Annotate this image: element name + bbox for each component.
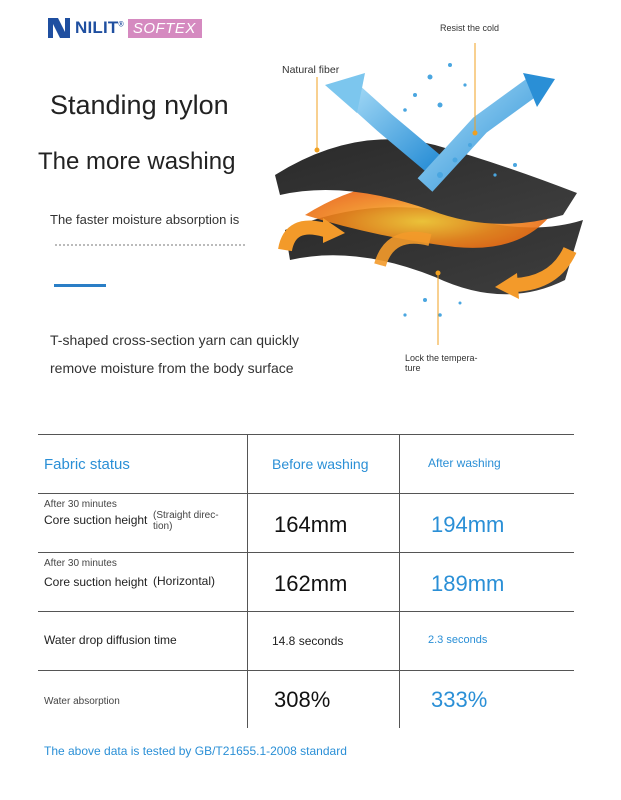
intro-text: The faster moisture absorption is	[50, 212, 240, 227]
brand-logo	[48, 18, 202, 38]
leader-dot	[436, 271, 441, 276]
footnote: The above data is tested by GB/T21655.1-2008 standard	[44, 744, 347, 758]
nilit-logo-icon	[48, 18, 70, 38]
header-fabric-status: Fabric status	[44, 456, 130, 473]
label-resist-cold: Resist the cold	[440, 23, 500, 33]
row-label: Water drop diffusion time	[44, 633, 177, 647]
before-value: 14.8 seconds	[272, 634, 344, 648]
row-prefix: After 30 minutes	[44, 558, 117, 569]
brand-name: NILIT®	[75, 18, 124, 37]
headline: Standing nylon	[50, 90, 229, 120]
subheadline: The more washing	[38, 148, 236, 175]
before-value: 162mm	[274, 571, 348, 596]
truncated-text	[55, 238, 245, 246]
description	[50, 326, 299, 382]
row-note: (Straight direc- tion)	[153, 510, 219, 532]
leader-dot	[315, 148, 320, 153]
row-label: Core suction height	[44, 513, 148, 527]
row-label: Water absorption	[44, 696, 120, 707]
brand-badge: SOFTEX	[128, 19, 202, 38]
before-value: 164mm	[274, 512, 348, 537]
table-header-row	[38, 434, 574, 494]
after-value: 333%	[431, 687, 488, 712]
description-line: T-shaped cross-section yarn can quickly	[50, 332, 299, 348]
after-value: 194mm	[431, 512, 505, 537]
row-prefix: After 30 minutes	[44, 499, 117, 510]
label-lock-temperature: Lock the tempera- ture	[405, 353, 478, 373]
header-after-washing: After washing	[428, 456, 501, 470]
table-row	[38, 611, 574, 671]
after-value: 2.3 seconds	[428, 634, 488, 646]
label-natural-fiber: Natural fiber	[282, 64, 340, 76]
leader-dot	[473, 131, 478, 136]
before-value: 308%	[274, 687, 331, 712]
row-note: (Horizontal)	[153, 574, 216, 588]
after-value: 189mm	[431, 571, 505, 596]
accent-divider	[54, 284, 106, 287]
table-row	[38, 552, 574, 612]
row-label: Core suction height	[44, 575, 148, 589]
description-line: remove moisture from the body surface	[50, 360, 294, 376]
table-row	[38, 493, 574, 553]
header-before-washing: Before washing	[272, 456, 369, 472]
table-row	[38, 670, 574, 729]
